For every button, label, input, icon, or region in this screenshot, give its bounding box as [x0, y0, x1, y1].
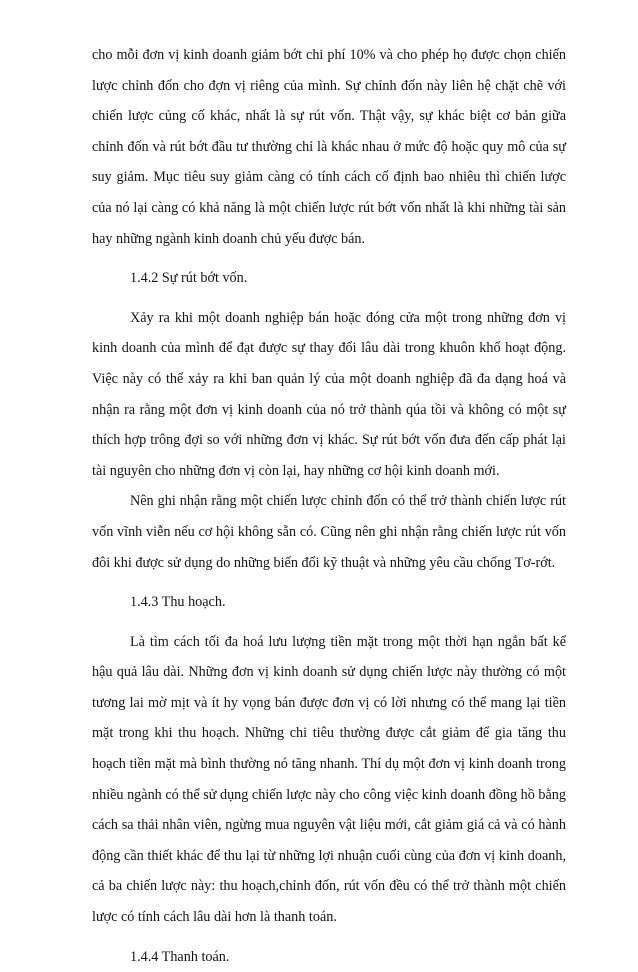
- paragraph-divestment: Xảy ra khi một doanh nghiệp bán hoặc đóng cửa một trong những đơn vị kinh doanh của mình để đạt được sự thay đổi lâu dài trong khuôn khổ hoạt động. Việc này có thể xảy ra khi ban quản lý của một doanh nghiệp đã đa dạng hoá và nhận ra rằng một đơn vị kinh doanh của nó trở thành qúa tồi và không có một sự thích hợp trông đợi so với những đơn vị khác. Sự rút bớt vốn đưa đến cấp phát lại tài nguyên cho những đơn vị còn lại, hay những cơ hội kinh doanh mới.: [92, 309, 566, 479]
- section-heading-1-4-2: 1.4.2 Sự rút bớt vốn.: [130, 270, 248, 287]
- section-gap: [92, 618, 566, 627]
- paragraph-strategy-restructure: cho mỗi đơn vị kinh doanh giảm bớt chi phí 10% và cho phép họ được chọn chiến lược chỉnh đốn cho đợn vị riêng của mình. Sự chỉnh đốn này liên hệ chặt chẽ với chiến lược củng cố khác, nhất là sự rút vốn. Thật vậy, sự khác biệt cơ bản giữa chỉnh đốn và rút bớt đầu tư thường chỉ là khác nhau ở mức độ hoặc quy mô của sự suy giảm. Mục tiêu suy giảm càng có tính cách cố định bao nhiêu thì chiến lược của nó lại càng có khả năng là một chiến lược rút bớt vốn nhất là khi những tài sản hay những ngành kinh doanh chủ yếu được bán.: [92, 47, 566, 247]
- section-gap: [92, 933, 566, 942]
- section-heading-1-4-4: 1.4.4 Thanh toán.: [130, 948, 230, 965]
- section-gap: [92, 578, 566, 587]
- section-gap: [92, 294, 566, 303]
- paragraph-divestment-note: Nên ghi nhận rằng một chiến lược chỉnh đốn có thể trở thành chiến lược rút vốn vĩnh viễn nếu cơ hội không sẵn có. Cũng nên ghi nhận rằng chiến lược rút vốn đôi khi được sử dụng do những biến đổi kỹ thuật và những yêu cầu chống Tơ-rớt.: [92, 493, 566, 571]
- section-gap: [92, 254, 566, 263]
- document-body: [92, 40, 566, 972]
- section-heading-1-4-3: 1.4.3 Thu hoạch.: [130, 594, 226, 611]
- paragraph-harvest: Là tìm cách tối đa hoá lưu lượng tiền mặt trong một thời hạn ngắn bất kể hậu quả lâu dài. Những đơn vị kinh doanh sử dụng chiến lược này thường có một tương lai mờ mịt và ít hy vọng bán được đơn vị có lời nhưng có thể mang lại tiền mặt trong khi thu hoạch. Những chi tiêu thường được cắt giảm để gia tăng thu hoạch tiền mặt mà bình thường nó tăng nhanh. Thí dụ một đơn vị kinh doanh trong nhiều ngành có thể sử dụng chiến lược này cho công việc kinh doanh đồng hồ bằng cách sa thải nhân viên, ngừng mua nguyên vật liệu mới, cắt giảm giá cả và có hành động cần thiết khác để thu lại từ những lợi nhuận cuối cùng của đơn vị kinh doanh, cả ba chiến lược này: thu hoạch,chỉnh đốn, rút vốn đều có thể trở thành một chiến lược có tính cách lâu dài hơn là thanh toán.: [92, 633, 566, 926]
